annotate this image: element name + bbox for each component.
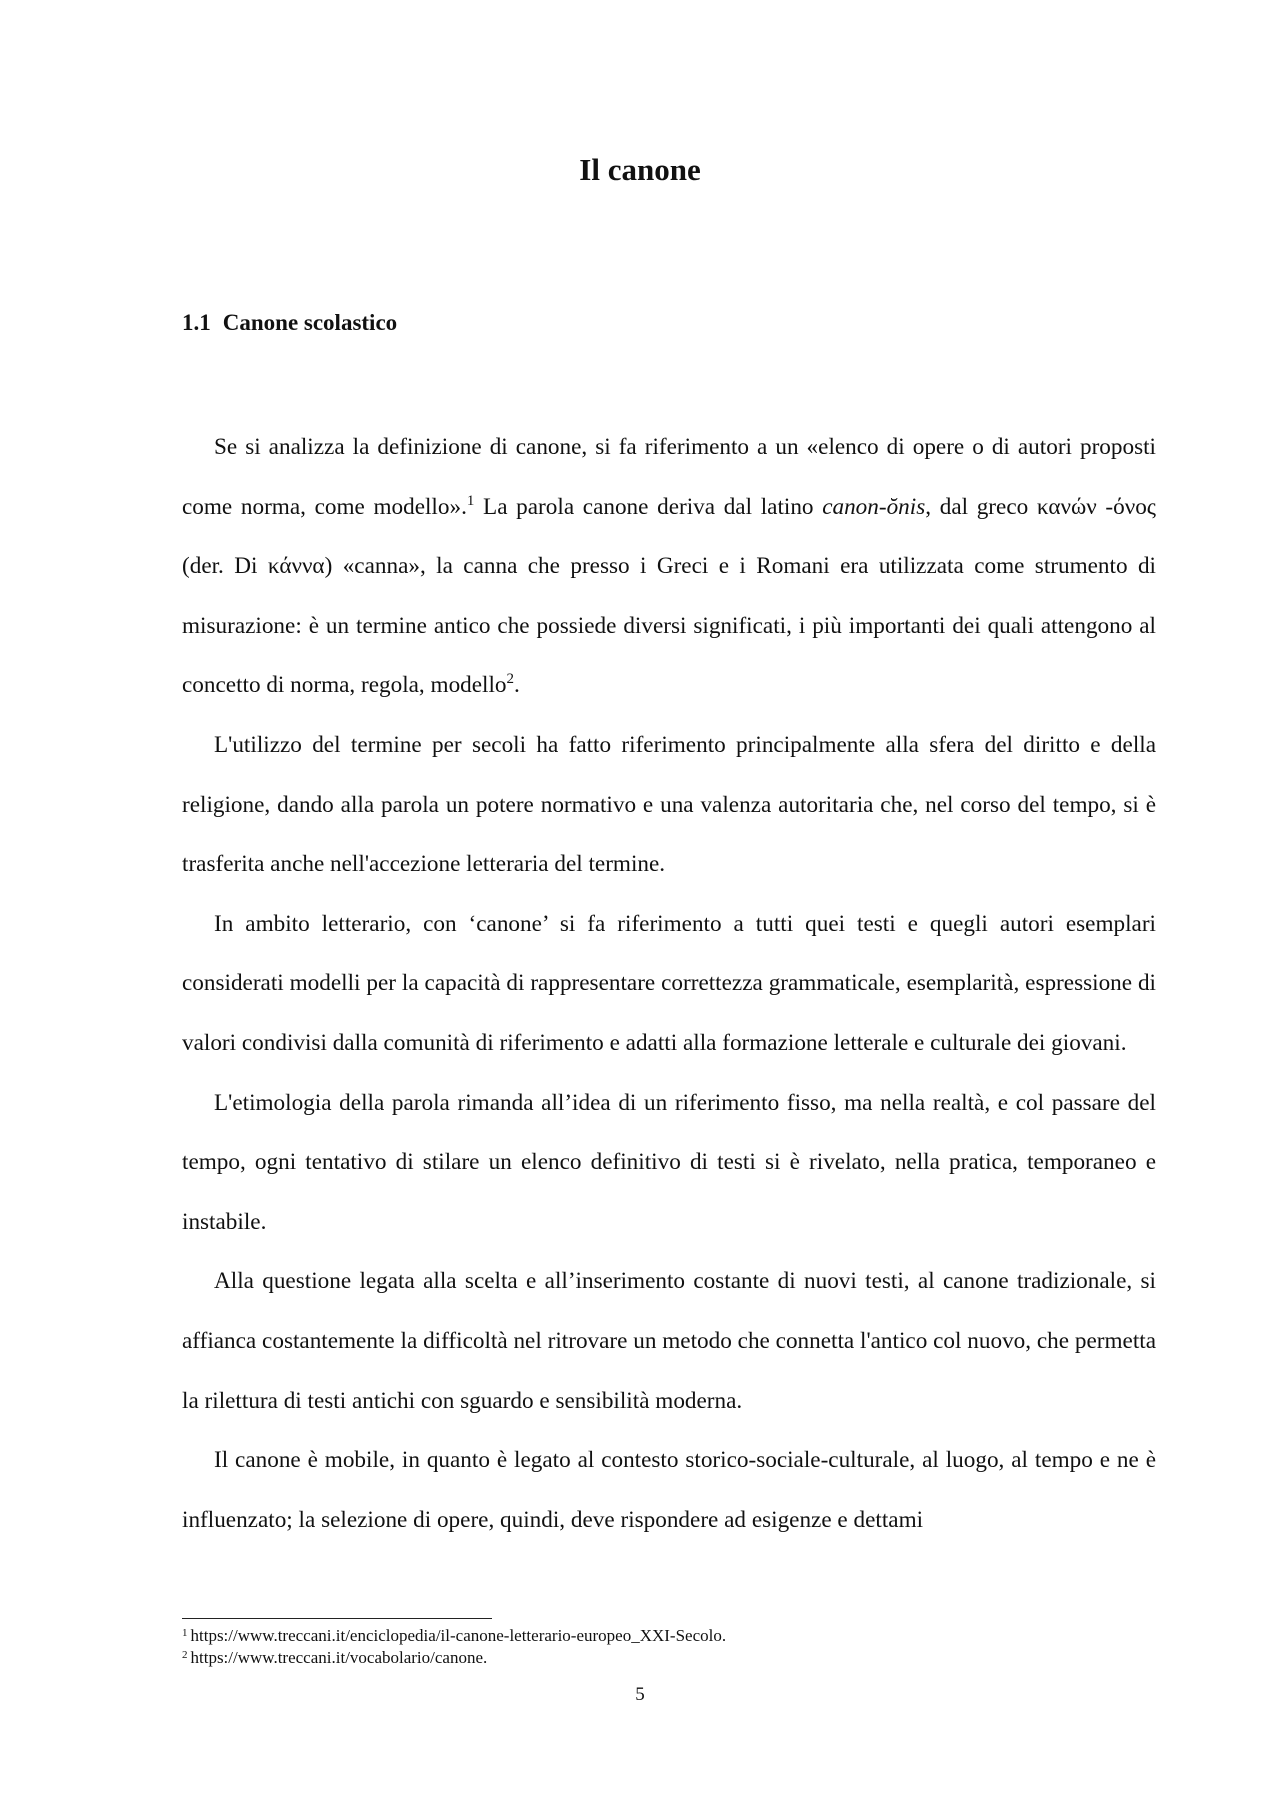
section-heading — [182, 310, 397, 336]
footnote-2-text: https://www.treccani.it/vocabolario/canone. — [190, 1648, 488, 1667]
page-number: 5 — [635, 1684, 645, 1705]
footnote-2 — [182, 1647, 1156, 1669]
footnote-1-text: https://www.treccani.it/enciclopedia/il-canone-letterario-europeo_XXI-Secolo. — [190, 1626, 727, 1645]
paragraph-3: In ambito letterario, con ‘canone’ si fa riferimento a tutti quei testi e quegli autori esemplari considerati modelli per la capacità di rappresentare correttezza grammaticale, esemplarità, espressione di valori condivisi dalla comunità di riferimento e adatti alla formazione letterale e culturale dei giovani. — [182, 910, 1156, 1056]
paragraph-1-part-2: La parola canone deriva dal latino — [474, 493, 823, 520]
footnotes — [182, 1625, 1156, 1669]
latin-term: canon-ŏnis — [822, 493, 926, 520]
chapter-title: Il canone — [579, 152, 701, 187]
body-text — [182, 418, 1156, 1550]
footnote-mark-1: 1 — [182, 1627, 188, 1639]
footnote-ref-2: 2 — [506, 671, 515, 688]
footnote-1 — [182, 1625, 1156, 1647]
footnote-separator — [182, 1618, 492, 1619]
section-number: 1.1 — [182, 310, 211, 335]
paragraph-6: Il canone è mobile, in quanto è legato al contesto storico-sociale-culturale, al luogo, al tempo e ne è influenzato; la selezione di opere, quindi, deve rispondere ad esigenze e dettami — [182, 1447, 1156, 1533]
footnote-mark-2: 2 — [182, 1649, 188, 1661]
paragraph-1 — [182, 418, 1156, 716]
paragraph-1-part-3: , dal greco κανών -όνος (der. Di κάννα) «canna», la canna che presso i Greci e i Romani era utilizzata come strumento di misurazione: è un termine antico che possiede diversi significati, i più importanti dei quali attengono al concetto di norma, regola, modello — [182, 493, 1156, 699]
paragraph-4: L'etimologia della parola rimanda all’idea di un riferimento fisso, ma nella realtà, e col passare del tempo, ogni tentativo di stilare un elenco definitivo di testi si è rivelato, nella pratica, temporaneo e instabile. — [182, 1089, 1156, 1235]
footnote-ref-1: 1 — [466, 492, 475, 509]
paragraph-2: L'utilizzo del termine per secoli ha fatto riferimento principalmente alla sfera del diritto e della religione, dando alla parola un potere normativo e una valenza autoritaria che, nel corso del tempo, si è trasferita anche nell'accezione letteraria del termine. — [182, 731, 1156, 878]
paragraph-5: Alla questione legata alla scelta e all’inserimento costante di nuovi testi, al canone tradizionale, si affianca costantemente la difficoltà nel ritrovare un metodo che connetta l'antico col nuovo, che permetta la rilettura di testi antichi con sguardo e sensibilità moderna. — [182, 1268, 1156, 1414]
section-title: Canone scolastico — [222, 310, 398, 335]
paragraph-1-part-4: . — [514, 672, 520, 699]
paragraph-1-part-1: Se si analizza la definizione di canone, si fa riferimento a un «elenco di opere o di autori proposti come norma, come modello». — [182, 434, 1156, 520]
